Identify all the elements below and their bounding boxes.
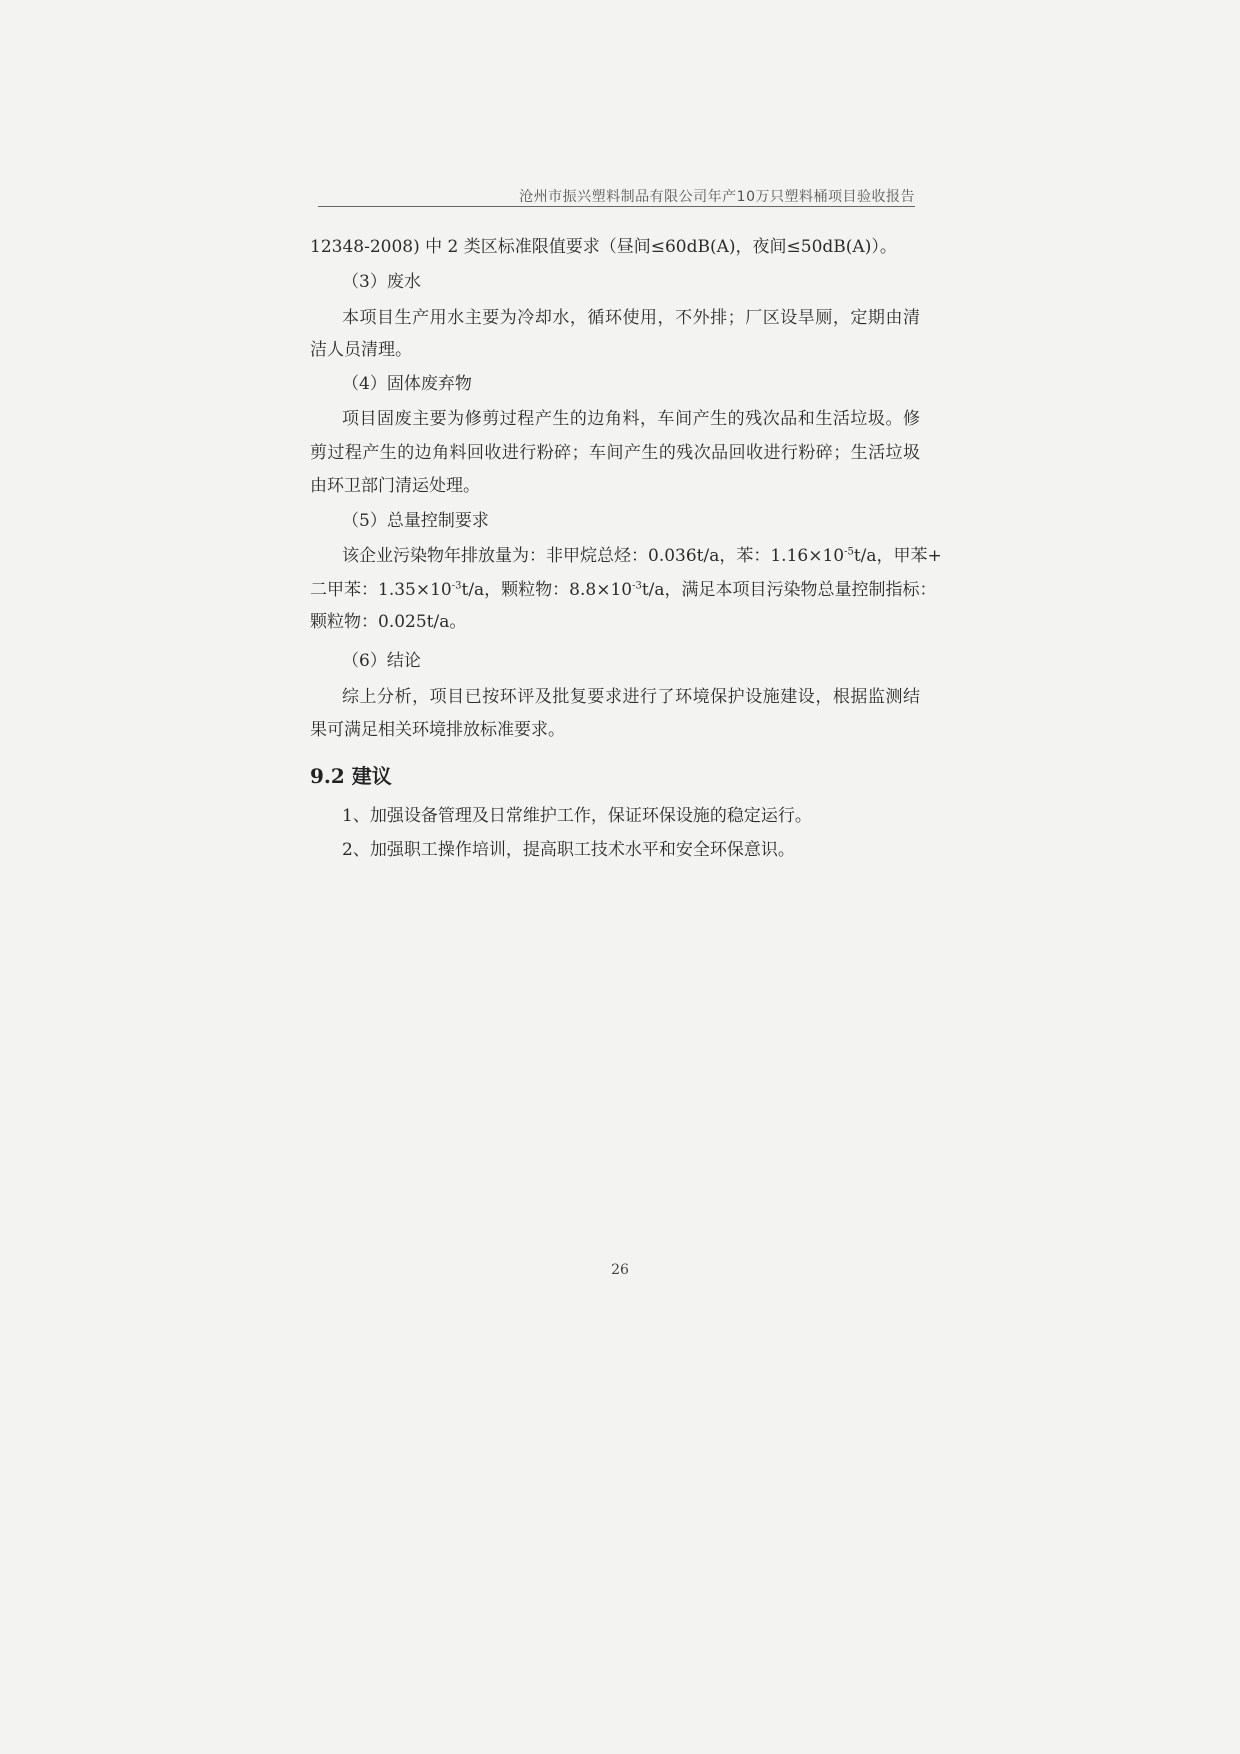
wastewater-text-line-2: 洁人员清理。	[310, 340, 412, 360]
suggestion-item-1: 1、加强设备管理及日常维护工作，保证环保设施的稳定运行。	[342, 806, 812, 826]
section-heading-9-2: 9.2 建议	[310, 764, 392, 788]
page-number: 26	[611, 1262, 629, 1278]
emission-exponent: -3	[451, 580, 462, 592]
total-control-text-line-3: 颗粒物：0.025t/a。	[310, 612, 467, 632]
solid-waste-text-line-2: 剪过程产生的边角料回收进行粉碎；车间产生的残次品回收进行粉碎；生活垃圾	[310, 443, 920, 463]
conclusion-text-line-1: 综上分析，项目已按环评及批复要求进行了环境保护设施建设，根据监测结	[342, 687, 920, 707]
wastewater-text-line-1: 本项目生产用水主要为冷却水，循环使用，不外排；厂区设旱厕，定期由清	[342, 308, 920, 328]
noise-standard-line: 12348-2008) 中 2 类区标准限值要求（昼间≤60dB(A)，夜间≤50dB(A)）。	[310, 237, 897, 257]
emission-text-b: t/a，甲苯+	[853, 546, 942, 566]
solid-waste-text-line-3: 由环卫部门清运处理。	[310, 476, 480, 496]
emission-text-c: 二甲苯：1.35×10	[310, 580, 452, 600]
suggestion-item-2: 2、加强职工操作培训，提高职工技术水平和安全环保意识。	[342, 840, 795, 860]
emission-text-a: 该企业污染物年排放量为：非甲烷总烃：0.036t/a，苯：1.16×10	[342, 546, 845, 566]
emission-exponent: -3	[632, 580, 642, 592]
solid-waste-text-line-1: 项目固废主要为修剪过程产生的边角料，车间产生的残次品和生活垃圾。修	[342, 409, 920, 429]
total-control-heading: （5）总量控制要求	[342, 511, 489, 531]
header-rule	[318, 206, 915, 207]
total-control-text-line-1	[342, 545, 942, 567]
emission-text-d: t/a，颗粒物：8.8×10	[461, 580, 633, 600]
wastewater-heading: （3）废水	[342, 272, 421, 292]
conclusion-text-line-2: 果可满足相关环境排放标准要求。	[310, 720, 565, 740]
conclusion-heading: （6）结论	[342, 651, 421, 671]
total-control-text-line-2	[310, 579, 937, 601]
solid-waste-heading: （4）固体废弃物	[342, 374, 472, 394]
page-header: 沧州市振兴塑料制品有限公司年产10万只塑料桶项目验收报告	[519, 189, 915, 205]
emission-text-e: t/a，满足本项目污染物总量控制指标：	[641, 580, 937, 600]
emission-exponent: -5	[844, 546, 854, 558]
